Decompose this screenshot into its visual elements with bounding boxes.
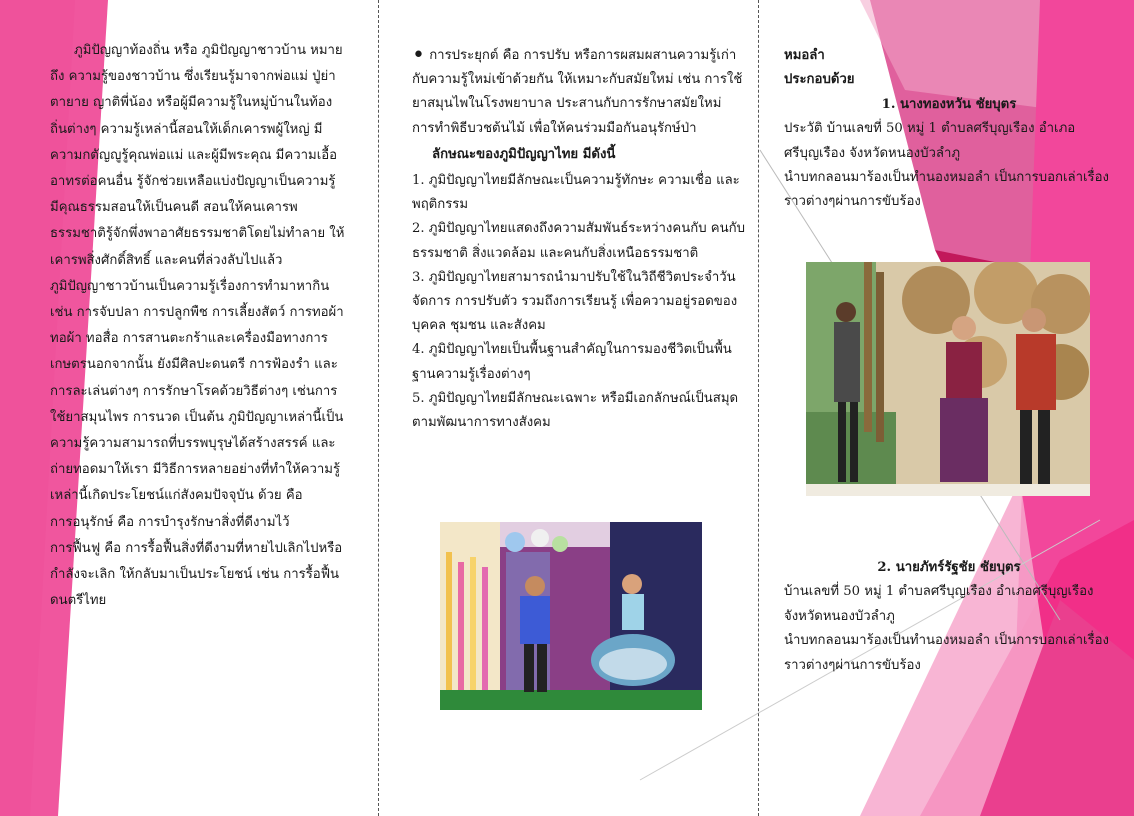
bullet-icon: • xyxy=(412,43,425,68)
characteristics-heading: ลักษณะของภูมิปัญญาไทย มีดังนี้ xyxy=(432,146,616,162)
application-text: การประยุกต์ คือ การปรับ หรือการผสมผสานความรู้เก่ากับความรู้ใหม่เข้าด้วยกัน ให้เหมาะกับสมัยใหม่ เช่น การใช้ยาสมุนไพในโรงพยาบาล ประสานกับการรักษาสมัยใหม่ การทำพิธีบวชต้นไม้ เพื่อให้คนร่วมมือกันอนุรักษ์ป่า xyxy=(412,48,743,136)
morlam-performers-photo xyxy=(806,262,1090,496)
person2-name: 2. นายภัทร์รัฐชัย ชัยบุตร xyxy=(877,560,1021,575)
middle-panel xyxy=(412,44,746,435)
person1-name: 1. นางทองหวัน ชัยบุตร xyxy=(881,96,1017,112)
characteristic-item: 2. ภูมิปัญญาไทยแสดงถึงความสัมพันธ์ระหว่างคนกับ คนกับธรรมชาติ สิ่งแวดล้อม และคนกับสิ่งเหนือธรรมชาติ xyxy=(412,221,745,261)
stage-performance-photo xyxy=(440,522,702,710)
knowledge-paragraph: ภูมิปัญญาชาวบ้านเป็นความรู้เรื่องการทำมาหากิน เช่น การจับปลา การปลูกพืช การเลี้ยงสัตว์ การทอผ้า ทอผ้า ทอสื่อ การสานตะกร้าและเครื่องมือทางการเกษตรนอกจากนั้น ยังมีศิลปะดนตรี การฟ้องรำ และการละเล่นต่างๆ การรักษาโรคด้วยวิธีต่างๆ เช่นการใช้ยาสมุนไพร การนวด เป็นต้น ภูมิปัญญาเหล่านี้เป็นความรู้ความสามารถที่บรรพบุรุษได้สร้างสรรค์ และถ่ายทอดมาให้เรา มีวิธีการหลายอย่างที่ทำให้ความรู้เหล่านี้เกิดประโยชน์แก่สังคมปัจจุบัน ด้วย คือ xyxy=(50,278,344,504)
fold-line-right xyxy=(758,0,759,816)
characteristic-item: 3. ภูมิปัญญาไทยสามารถนำมาปรับใช้ในวิถีชีวิตประจำวัน จัดการ การปรับตัว รวมถึงการเรียนรู้ เพื่อความอยู่รอดของบุคคล ชุมชน และสังคม xyxy=(412,269,738,334)
right-panel-top xyxy=(784,44,1114,215)
person1-history: ประวัติ บ้านเลขที่ 50 หมู่ 1 ตำบลศรีบุญเรือง อำเภอศรีบุญเรือง จังหวัดหนองบัวลำภู xyxy=(784,121,1076,161)
fold-line-left xyxy=(378,0,379,816)
characteristic-item: 4. ภูมิปัญญาไทยเป็นพื้นฐานสำคัญในการมองชีวิตเป็นพื้นฐานความรู้เรื่องต่างๆ xyxy=(412,342,732,382)
revival-paragraph: การฟื้นฟู คือ การรื้อฟื้นสิ่งที่ดีงามที่หายไปเลิกไปหรือกำลังจะเลิก ให้กลับมาเป็นประโยชน์ เช่น การรื้อฟื้นดนตรีไทย xyxy=(50,540,343,609)
characteristic-item: 1. ภูมิปัญญาไทยมีลักษณะเป็นความรู้ทักษะ ความเชื่อ และพฤติกรรม xyxy=(412,173,740,213)
person1-description: นำบทกลอนมาร้องเป็นทำนองหมอลำ เป็นการบอกเล่าเรื่องราวต่างๆผ่านการขับร้อง xyxy=(784,170,1109,210)
intro-paragraph: ภูมิปัญญาท้องถิ่น หรือ ภูมิปัญญาชาวบ้าน หมายถึง ความรู้ของชาวบ้าน ซึ่งเรียนรู้มาจากพ่อแม่ ปู่ย่าตายาย ญาติพี่น้อง หรือผู้มีความรู้ในหมู่บ้านในท้องถิ่นต่างๆ ความรู้เหล่านี้สอนให้เด็กเคารพผู้ใหญ่ มีความกตัญญูรู้คุณพ่อแม่ และผู้มีพระคุณ มีความเอื้ออาทรต่อคนอื่น รู้จักช่วยเหลือแบ่งปัญญาเป็นความรู้ มีคุณธรรมสอนให้เป็นคนดี สอนให้คนเคารพธรรมชาติรู้จักพึ่งพาอาศัยธรรมชาติโดยไม่ทำลาย ให้เคารพสิ่งศักดิ์สิทธิ์ และคนที่ล่วงลับไปแล้ว xyxy=(50,43,345,268)
left-panel xyxy=(50,38,348,614)
person2-address: บ้านเลขที่ 50 หมู่ 1 ตำบลศรีบุญเรือง อำเภอศรีบุญเรือง จังหวัดหนองบัวลำภู xyxy=(784,584,1094,624)
characteristic-item: 5. ภูมิปัญญาไทยมีลักษณะเฉพาะ หรือมีเอกลักษณ์เป็นสมุดตามพัฒนาการทางสังคม xyxy=(412,390,739,431)
morlam-title: หมอลำ xyxy=(784,48,825,63)
application-paragraph xyxy=(412,44,746,141)
consists-of-label: ประกอบด้วย xyxy=(784,72,855,88)
conservation-paragraph: การอนุรักษ์ คือ การบำรุงรักษาสิ่งที่ดีงามไว้ xyxy=(50,514,290,530)
person2-description: นำบทกลอนมาร้องเป็นทำนองหมอลำ เป็นการบอกเล่าเรื่องราวต่างๆผ่านการขับร้อง xyxy=(784,633,1109,673)
right-panel-bottom xyxy=(784,556,1114,678)
